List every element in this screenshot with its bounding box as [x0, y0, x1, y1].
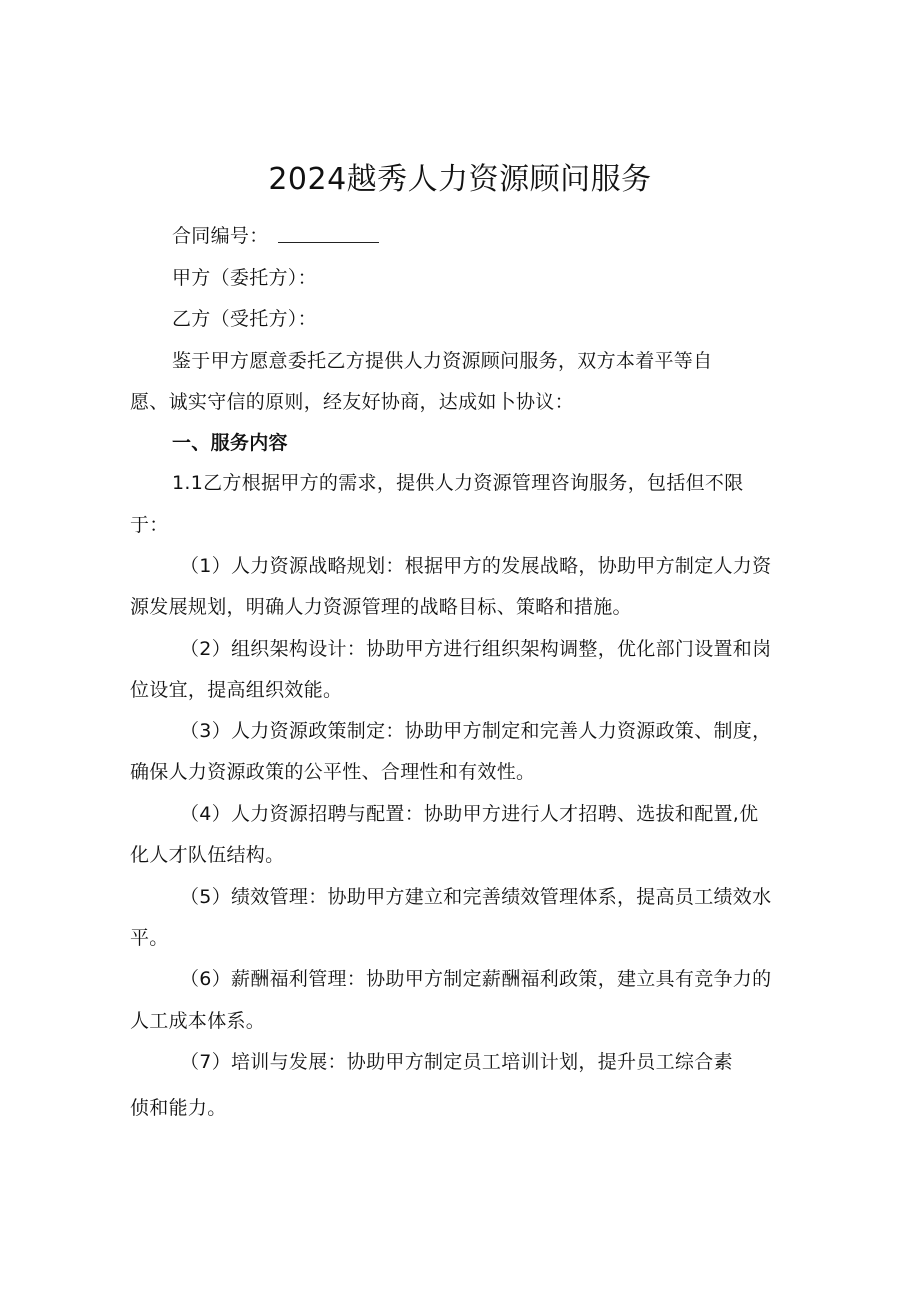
item-4-line-2: 化人才队伍结构。 [130, 844, 285, 866]
item-5-line-1: （5）绩效管理：协助甲方建立和完善绩效管理体系，提高员工绩效水 [180, 886, 772, 908]
contract-number-blank [278, 242, 379, 243]
item-1-line-2: 源发展规划，明确人力资源管理的战略目标、策略和措施。 [130, 596, 632, 618]
item-6-line-2: 人工成本体系。 [130, 1010, 266, 1032]
item-7-line-2: 侦和能力。 [130, 1097, 227, 1119]
document-title: 2024越秀人力资源顾问服务 [268, 162, 652, 197]
item-1-line-1: （1）人力资源战略规划：根据甲方的发展战略，协助甲方制定人力资 [180, 555, 772, 577]
item-4-line-1: （4）人力资源招聘与配置：协助甲方进行人才招聘、选拔和配置,优 [180, 803, 759, 825]
clause-1-1-line-1: 1.1乙方根据甲方的需求，提供人力资源管理咨询服务，包括但不限 [172, 472, 744, 494]
clause-1-1-line-2: 于： [130, 514, 169, 536]
preamble-line-1: 鉴于甲方愿意委托乙方提供人力资源顾问服务，双方本着平等自 [172, 350, 713, 372]
section-heading-services: 一、服务内容 [172, 432, 288, 454]
item-2-line-1: （2）组织架构设计：协助甲方进行组织架构调整，优化部门设置和岗 [180, 638, 772, 660]
item-3-line-2: 确保人力资源政策的公平性、合理性和有效性。 [130, 761, 536, 783]
item-5-line-2: 平。 [130, 927, 169, 949]
item-3-line-1: （3）人力资源政策制定：协助甲方制定和完善人力资源政策、制度， [180, 720, 772, 742]
item-2-line-2: 位设宜，提高组织效能。 [130, 679, 343, 701]
preamble-line-2: 愿、诚实守信的原则，经友好协商，达成如卜协议： [130, 391, 574, 413]
party-b-label: 乙方（受托方）： [172, 308, 317, 330]
item-7-line-1: （7）培训与发展：协助甲方制定员工培训计划，提升员工综合素 [180, 1051, 733, 1073]
party-a-label: 甲方（委托方）： [172, 267, 317, 289]
contract-number-label: 合同编号： [172, 225, 269, 247]
item-6-line-1: （6）薪酬福利管理：协助甲方制定薪酬福利政策，建立具有竞争力的 [180, 968, 772, 990]
